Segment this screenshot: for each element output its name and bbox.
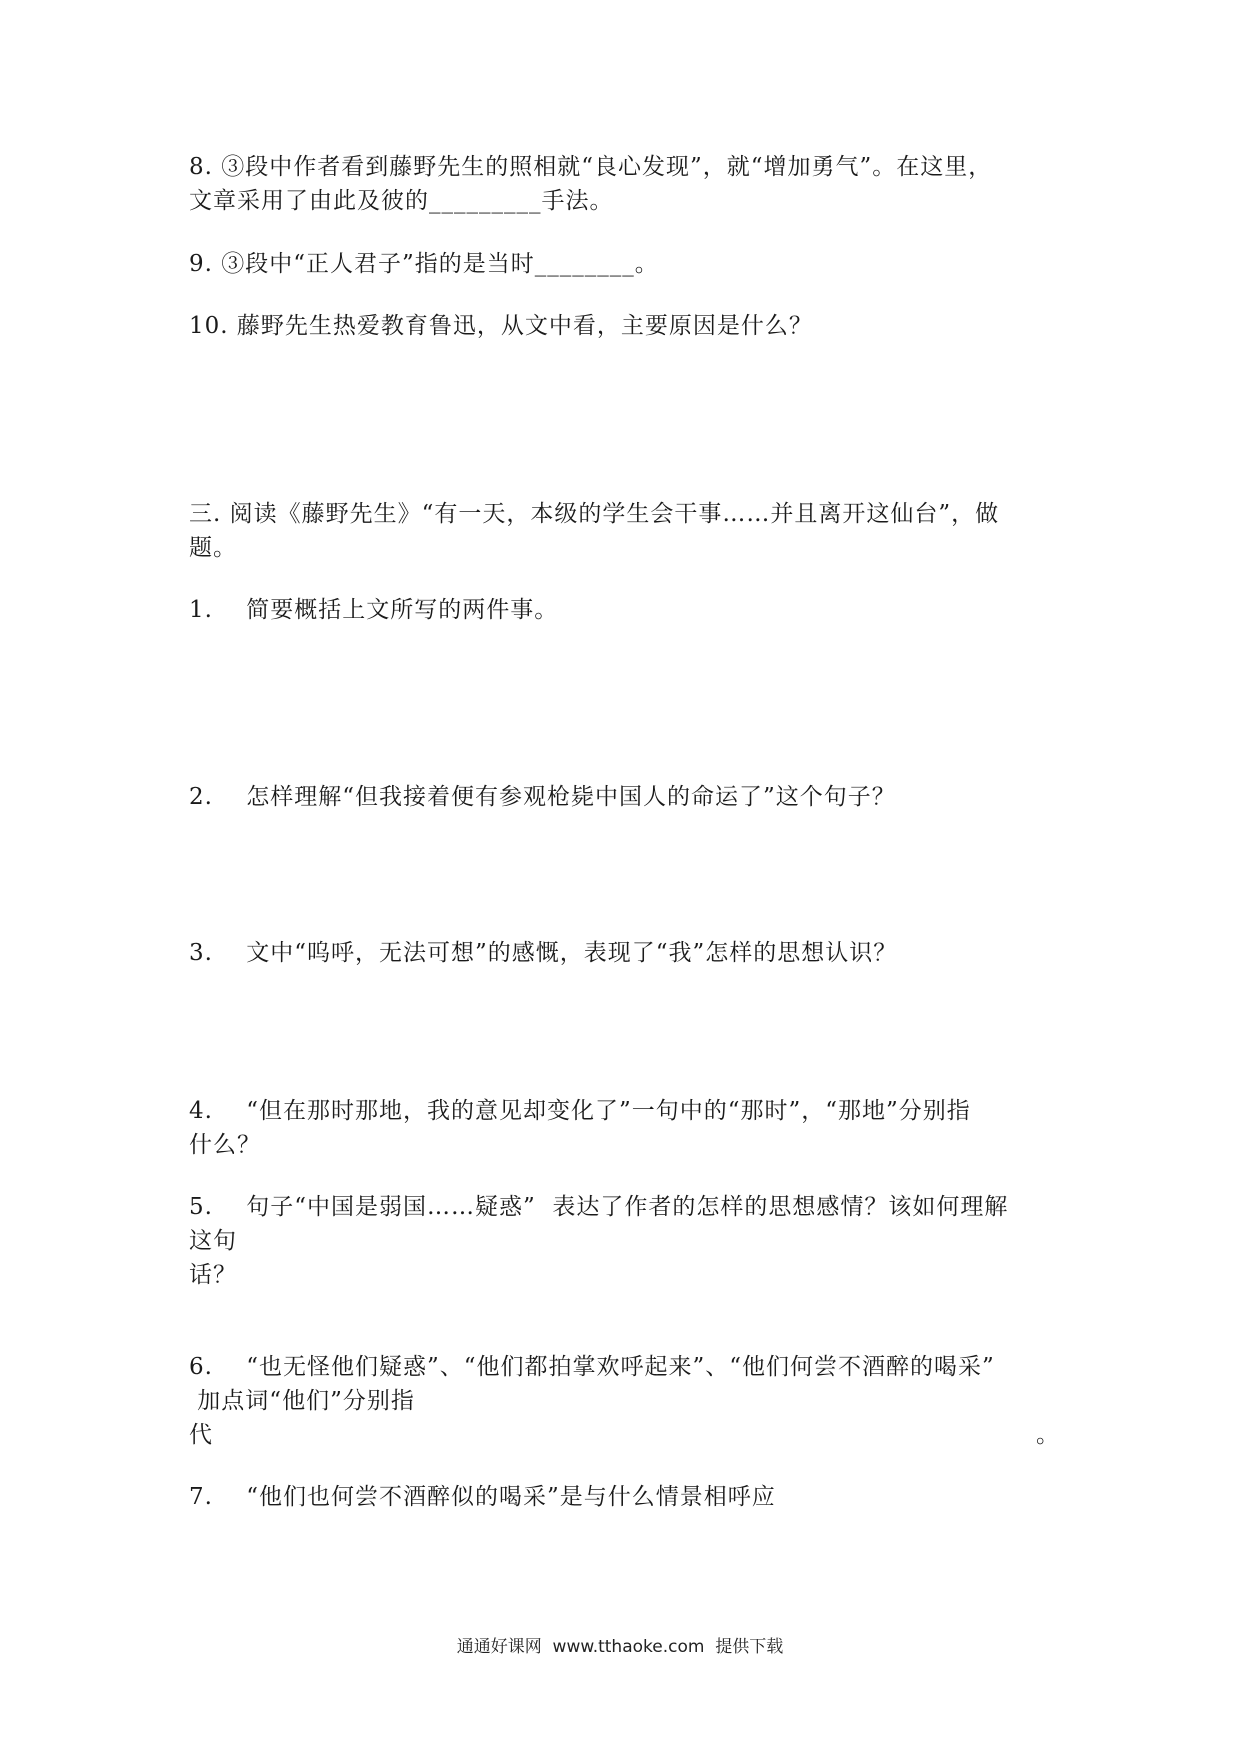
question-10: 10. 藤野先生热爱教育鲁迅，从文中看，主要原因是什么？: [189, 313, 813, 339]
question-s3-6-line-2: 加点词“他们”分别指: [189, 1388, 415, 1414]
section-3-heading-line-1: 三. 阅读《藤野先生》“有一天，本级的学生会干事……并且离开这仙台”，做: [189, 501, 1000, 527]
question-9: 9. ③段中“正人君子”指的是当时________。: [189, 251, 659, 277]
question-s3-3: 3. 文中“呜呼，无法可想”的感慨，表现了“我”怎样的思想认识？: [189, 940, 898, 966]
question-s3-5-line-3: 话？: [189, 1262, 237, 1288]
footer-credit: 通通好课网 www.tthaoke.com 提供下载: [456, 1637, 784, 1657]
question-s3-5-line-1: 5. 句子“中国是弱国……疑惑” 表达了作者的怎样的思想感情？该如何理解: [189, 1194, 1009, 1220]
question-s3-2: 2. 怎样理解“但我接着便有参观枪毙中国人的命运了”这个句子？: [189, 784, 896, 810]
question-s3-6-end-mark: 。: [1036, 1422, 1059, 1448]
question-s3-1: 1. 简要概括上文所写的两件事。: [189, 597, 559, 623]
section-3-heading-line-2: 题。: [189, 535, 237, 561]
question-s3-7: 7. “他们也何尝不酒醉似的喝采”是与什么情景相呼应: [189, 1484, 776, 1510]
question-s3-6-line-1: 6. “也无怪他们疑惑”、“他们都拍掌欢呼起来”、“他们何尝不酒醉的喝采”: [189, 1354, 995, 1380]
question-8-line-2: 文章采用了由此及彼的_________手法。: [189, 188, 614, 214]
question-s3-5-line-2: 这句: [189, 1228, 237, 1254]
question-s3-4-line-2: 什么？: [189, 1132, 261, 1158]
question-s3-6-line-3: 代: [189, 1422, 213, 1448]
question-8-line-1: 8. ③段中作者看到藤野先生的照相就“良心发现”，就“增加勇气”。在这里，: [189, 154, 993, 180]
question-s3-4-line-1: 4. “但在那时那地，我的意见却变化了”一句中的“那时”，“那地”分别指: [189, 1098, 971, 1124]
